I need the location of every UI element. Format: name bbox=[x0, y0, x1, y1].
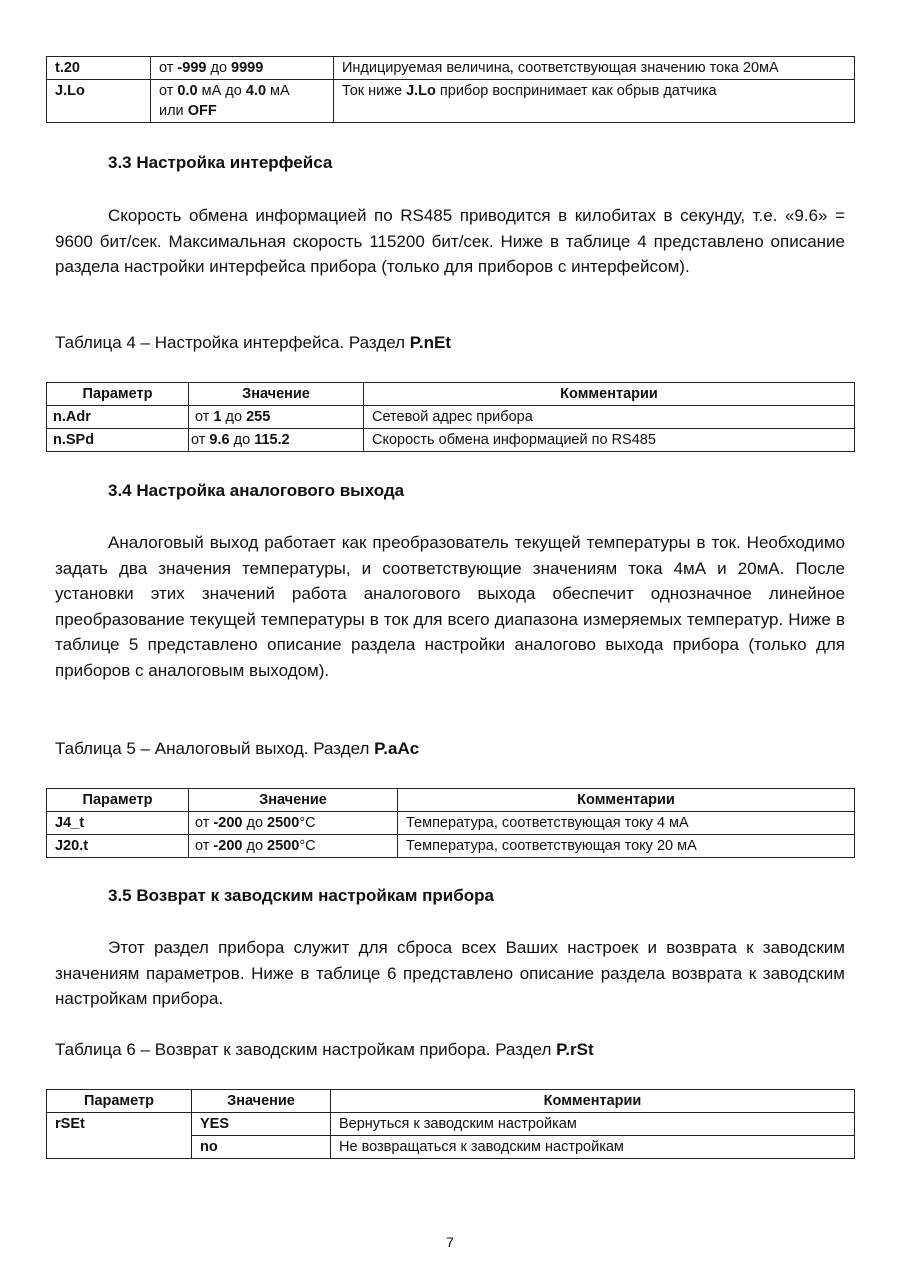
value-cell: no bbox=[192, 1136, 331, 1159]
table-row bbox=[47, 57, 855, 80]
value-cell: от 0.0 мА до 4.0 мА или OFF bbox=[151, 80, 334, 123]
section-paragraph: Этот раздел прибора служит для сброса всех Ваших настроек и возврата к заводским значениям параметров. Ниже в таблице 6 представлено описание раздела возврата к заводским настройкам прибора. bbox=[55, 938, 845, 1009]
comment-cell: Не возвращаться к заводским настройкам bbox=[331, 1136, 855, 1159]
table-row bbox=[47, 429, 855, 452]
section-paragraph: Аналоговый выход работает как преобразователь текущей температуры в ток. Необходимо задать два значения температуры, и соответствующие значениям тока 4мА и 20мА. После установки этих значений работа аналогового выхода обеспечит однозначное линейное преобразование текущей температуры в ток для всего диапазона измеряемых температур. Ниже в таблице 5 представлено описание раздела настройки аналогово выхода прибора (только для приборов с аналоговым выходом). bbox=[55, 533, 845, 680]
table-caption: Таблица 5 – Аналоговый выход. Раздел P.aAc bbox=[55, 739, 420, 758]
param-cell: n.Adr bbox=[47, 406, 189, 429]
param-cell: J.Lo bbox=[47, 80, 151, 123]
value-cell: от -200 до 2500°С bbox=[189, 812, 398, 835]
param-cell: J4_t bbox=[47, 812, 189, 835]
table-top-continuation bbox=[46, 56, 855, 123]
column-header: Значение bbox=[189, 789, 398, 812]
value-cell: от -999 до 9999 bbox=[151, 57, 334, 80]
section-heading: 3.5 Возврат к заводским настройкам прибора bbox=[108, 886, 494, 905]
column-header: Комментарии bbox=[398, 789, 855, 812]
table-analog-output bbox=[46, 788, 855, 858]
table-row bbox=[47, 406, 855, 429]
table-row bbox=[47, 1113, 855, 1136]
column-header: Параметр bbox=[47, 1090, 192, 1113]
table-caption: Таблица 6 – Возврат к заводским настройкам прибора. Раздел P.rSt bbox=[55, 1040, 594, 1059]
comment-cell: Индицируемая величина, соответствующая значению тока 20мА bbox=[334, 57, 855, 80]
table-row bbox=[47, 80, 855, 123]
column-header: Параметр bbox=[47, 789, 189, 812]
section-heading: 3.4 Настройка аналогового выхода bbox=[108, 481, 405, 500]
value-cell: YES bbox=[192, 1113, 331, 1136]
table-caption: Таблица 4 – Настройка интерфейса. Раздел P.nEt bbox=[55, 333, 452, 352]
section-heading: 3.3 Настройка интерфейса bbox=[108, 153, 333, 172]
table-header-row bbox=[47, 789, 855, 812]
table-interface bbox=[46, 382, 855, 452]
param-cell: n.SPd bbox=[47, 429, 189, 452]
comment-cell: Ток ниже J.Lo прибор воспринимает как обрыв датчика bbox=[334, 80, 855, 123]
comment-cell: Температура, соответствующая току 4 мА bbox=[398, 812, 855, 835]
table-header-row bbox=[47, 383, 855, 406]
column-header: Значение bbox=[192, 1090, 331, 1113]
value-cell: от 9.6 до 115.2 bbox=[189, 429, 364, 452]
table-row bbox=[47, 812, 855, 835]
param-cell: J20.t bbox=[47, 835, 189, 858]
column-header: Параметр bbox=[47, 383, 189, 406]
table-header-row bbox=[47, 1090, 855, 1113]
param-cell: rSEt bbox=[47, 1113, 192, 1159]
column-header: Комментарии bbox=[364, 383, 855, 406]
table-row bbox=[47, 835, 855, 858]
section-paragraph: Скорость обмена информацией по RS485 приводится в килобитах в секунду, т.е. «9.6» = 9600 бит/сек. Максимальная скорость 115200 бит/сек. Ниже в таблице 4 представлено описание раздела настройки интерфейса прибора (только для приборов с интерфейсом). bbox=[55, 206, 845, 277]
value-cell: от -200 до 2500°С bbox=[189, 835, 398, 858]
table-factory-reset bbox=[46, 1089, 855, 1159]
comment-cell: Температура, соответствующая току 20 мА bbox=[398, 835, 855, 858]
param-cell: t.20 bbox=[47, 57, 151, 80]
comment-cell: Вернуться к заводским настройкам bbox=[331, 1113, 855, 1136]
comment-cell: Сетевой адрес прибора bbox=[364, 406, 855, 429]
column-header: Значение bbox=[189, 383, 364, 406]
value-cell: от 1 до 255 bbox=[189, 406, 364, 429]
comment-cell: Скорость обмена информацией по RS485 bbox=[364, 429, 855, 452]
page-number: 7 bbox=[446, 1234, 454, 1250]
column-header: Комментарии bbox=[331, 1090, 855, 1113]
